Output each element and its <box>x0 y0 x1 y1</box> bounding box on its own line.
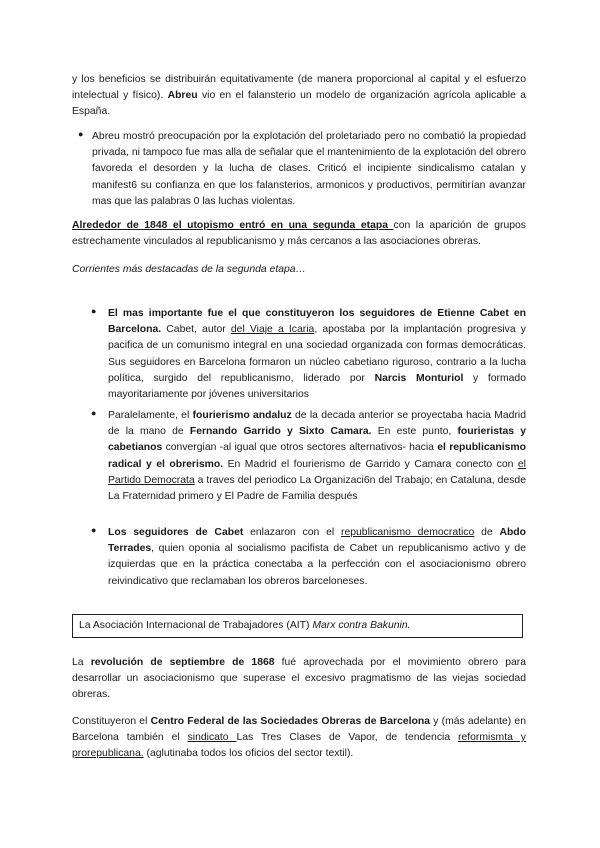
text-run: a traves del periodico La Organizaci6n del Trabajo; en Cataluna, desde La Fraternidad primero y El Padre de Familia después <box>108 474 526 503</box>
text-run-underline: republicanismo democratico <box>341 527 475 538</box>
ait-heading-box <box>72 614 523 638</box>
text-run-bold: Centro Federal de las Sociedades Obreras de Barcelona <box>150 716 431 727</box>
text-run: y (más adelante) en Barcelona también el <box>72 716 526 744</box>
text-run: (aglutinaba todos los oficios del sector textil). <box>143 748 354 760</box>
bullet-text <box>108 525 526 590</box>
text-run: Las Tres Clases de Vapor, de tendencia <box>236 732 459 744</box>
text-run: y los beneficios se distribuirán equitativamente (de manera proporcional al capital y el esfuerzo intelectual y físico). <box>72 74 526 102</box>
text-run: La <box>72 657 91 668</box>
bullet-icon: ● <box>91 408 97 418</box>
text-run: fué aprovechada por el movimiento obrero para desarrollar un asociacionismo que superase el excesivo pragmatismo de las viejas sociedad obreras. <box>72 657 526 701</box>
bullet-icon: ● <box>91 525 97 535</box>
text-run-italic: Marx contra Bakunin. <box>312 620 411 631</box>
bullet-text <box>108 306 526 403</box>
text-run: Cabet, autor <box>161 324 231 336</box>
text-run: de la decada anterior se proyectaba hacia Madrid de la mano de <box>108 410 526 438</box>
text-run-bold: Narcis Monturiol <box>374 372 464 384</box>
bullet-cabet <box>91 306 526 403</box>
text-run: y formado mayoritariamente por jóvenes universitarios <box>108 372 526 401</box>
bullet-text <box>108 408 526 505</box>
text-run-bold: Los seguidores de Cabet <box>108 527 244 538</box>
text-run: Paralelamente, el <box>108 410 193 421</box>
text-run-italic: Corrientes más destacadas de la segunda etapa… <box>72 264 306 275</box>
paragraph-segunda-etapa <box>72 218 526 250</box>
bullet-seguidores-cabet <box>91 525 526 590</box>
text-run-bold: Abreu <box>167 90 198 102</box>
text-run-underline: el Partido Democrata <box>108 458 526 486</box>
text-run-bold-underline: Alrededor de 1848 el utopismo entró en una segunda etapa <box>72 220 394 231</box>
paragraph-corrientes <box>72 262 526 278</box>
bullet-text: Abreu mostró preocupación por la explotación del proletariado pero no combatió la propiedad privada, ni tampoco fue mas alla de señalar que el mantenimiento de la explotación del obrero favoreda el desorden y la lucha de clases. Criticó el incipiente sindicalismo catalan y manifest6 su confianza en que los falansterios, armonicos y productivos, permitirían avanzar mas que las palabras 0 las luchas violentas. <box>92 131 526 207</box>
paragraph-revolucion-1868 <box>72 655 526 704</box>
text-run-bold: El mas importante fue el que constituyeron los seguidores de Etienne Cabet en Barcelona. <box>108 308 526 336</box>
text-run: , quien oponia al socialismo pacifista de Cabet un republicanismo activo y de izquierdas que en la práctica conectaba a la perfección con el asociacionismo obrero reivindicativo que reclamaban los obreros barceloneses. <box>108 543 526 587</box>
text-run: convergian -al igual que otros sectores alternativos- hacia <box>162 442 438 454</box>
paragraph-centro-federal <box>72 714 526 763</box>
text-run: con la aparición de grupos estrechamente vinculados al republicanismo y más cercanos a las asociaciones obreras. <box>72 220 526 248</box>
text-run-bold: el republicanismo radical y el obrerismo. <box>108 442 526 470</box>
text-run-bold: fourierismo andaluz <box>192 410 292 421</box>
text-run-underline: sindicato <box>187 732 237 744</box>
text-run-bold: fourieristas y cabetianos <box>108 426 526 454</box>
text-run: enlazaron con el <box>243 527 341 538</box>
text-run-bold: Fernando Garrido y Sixto Camara. <box>189 426 372 438</box>
text-run: En Madrid el fourierismo de Garrido y Camara conecto con <box>223 458 518 470</box>
text-run: de <box>474 527 500 538</box>
bullet-icon: ● <box>91 306 97 316</box>
text-run-underline: del Viaje a Icaria <box>230 324 315 336</box>
text-run: La Asociación Internacional de Trabajadores (AIT) <box>79 620 313 631</box>
text-run: , apostaba por la implantación progresiva y pacifica de un comunismo integral en una sociedad organizada con formas democráticas. Sus seguidores en Barcelona formaron un núcleo cabetiano riguroso, contrario a la lucha política, surgido del republicanismo, liderado por <box>108 324 526 384</box>
text-run: En este punto, <box>371 426 458 438</box>
text-run-underline: reformismta y prorepublicana. <box>72 732 526 760</box>
bullet-fourierismo <box>91 408 526 505</box>
text-run-bold: revolución de septiembre de 1868 <box>90 657 275 668</box>
text-run: Constituyeron el <box>72 716 151 727</box>
bullet-icon: ● <box>78 129 84 139</box>
text-run: vio en el falansterio un modelo de organización agrícola aplicable a España. <box>72 90 526 118</box>
bullet-abreu-preocupacion <box>78 129 526 210</box>
text-run-bold: Abdo Terrades <box>108 527 526 555</box>
paragraph-abreu-intro <box>72 72 526 121</box>
